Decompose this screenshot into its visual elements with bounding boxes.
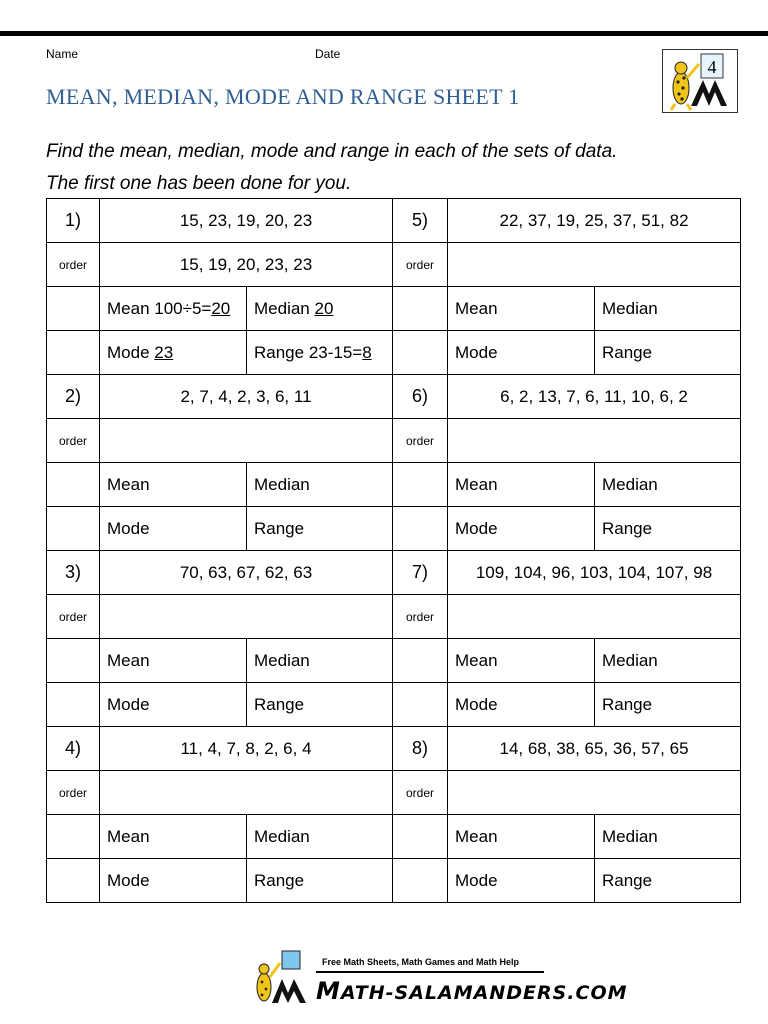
range-cell[interactable] xyxy=(247,331,393,375)
brand-initial: M xyxy=(316,977,341,1005)
order-label: order xyxy=(393,595,448,639)
problem-number: 5) xyxy=(393,199,448,243)
problem-data: 2, 7, 4, 2, 3, 6, 11 xyxy=(100,375,393,419)
blank-cell xyxy=(47,859,100,903)
problem-number: 8) xyxy=(393,727,448,771)
range-cell[interactable]: Range xyxy=(595,859,741,903)
blank-cell xyxy=(47,331,100,375)
mean-label: Mean 100÷5= xyxy=(107,298,212,318)
table-row xyxy=(47,639,741,683)
blank-cell xyxy=(393,463,448,507)
mode-cell[interactable]: Mode xyxy=(100,683,247,727)
name-label: Name xyxy=(46,47,79,61)
table-row xyxy=(47,463,741,507)
table-row xyxy=(47,287,741,331)
worksheet-table xyxy=(46,198,741,903)
problem-data: 70, 63, 67, 62, 63 xyxy=(100,551,393,595)
median-cell[interactable]: Median xyxy=(247,639,393,683)
problem-data: 22, 37, 19, 25, 37, 51, 82 xyxy=(448,199,741,243)
page-title: MEAN, MEDIAN, MODE AND RANGE SHEET 1 xyxy=(46,84,520,109)
mean-answer: 20 xyxy=(211,298,231,318)
order-answer[interactable] xyxy=(100,595,393,639)
order-label: order xyxy=(47,771,100,815)
mode-label: Mode xyxy=(107,342,155,362)
footer-brand[interactable] xyxy=(250,949,628,1009)
table-row xyxy=(47,551,741,595)
blank-cell xyxy=(393,287,448,331)
order-answer[interactable]: 15, 19, 20, 23, 23 xyxy=(100,243,393,287)
table-row xyxy=(47,595,741,639)
median-answer: 20 xyxy=(314,298,334,318)
range-cell[interactable]: Range xyxy=(247,507,393,551)
blank-cell xyxy=(47,639,100,683)
instruction-line-1: Find the mean, median, mode and range in each of the sets of data. xyxy=(46,141,618,162)
range-cell[interactable]: Range xyxy=(595,331,741,375)
order-answer[interactable] xyxy=(100,771,393,815)
median-cell[interactable]: Median xyxy=(595,287,741,331)
range-label: Range 23-15= xyxy=(254,342,363,362)
order-answer[interactable] xyxy=(448,595,741,639)
mean-cell[interactable]: Mean xyxy=(448,287,595,331)
median-cell[interactable]: Median xyxy=(247,463,393,507)
instructions xyxy=(46,136,617,200)
table-row xyxy=(47,683,741,727)
order-label: order xyxy=(393,243,448,287)
blank-cell xyxy=(393,859,448,903)
footer-brand-name xyxy=(316,977,628,1005)
blank-cell xyxy=(47,507,100,551)
median-cell[interactable]: Median xyxy=(595,815,741,859)
range-cell[interactable]: Range xyxy=(595,683,741,727)
brand-rest: ATH-SALAMANDERS.COM xyxy=(340,982,628,1004)
order-answer[interactable] xyxy=(448,419,741,463)
table-row xyxy=(47,331,741,375)
mean-cell[interactable]: Mean xyxy=(100,463,247,507)
mode-cell[interactable] xyxy=(100,331,247,375)
problem-data: 109, 104, 96, 103, 104, 107, 98 xyxy=(448,551,741,595)
problem-data: 14, 68, 38, 65, 36, 57, 65 xyxy=(448,727,741,771)
blank-cell xyxy=(47,683,100,727)
footer-rule xyxy=(316,971,544,973)
order-label: order xyxy=(47,595,100,639)
salamander-logo-icon xyxy=(663,50,737,112)
problem-number: 3) xyxy=(47,551,100,595)
range-cell[interactable]: Range xyxy=(247,859,393,903)
table-row xyxy=(47,815,741,859)
table-row xyxy=(47,859,741,903)
order-label: order xyxy=(47,243,100,287)
problem-number: 4) xyxy=(47,727,100,771)
mean-cell[interactable]: Mean xyxy=(100,815,247,859)
blank-cell xyxy=(393,639,448,683)
table-row xyxy=(47,419,741,463)
problem-number: 1) xyxy=(47,199,100,243)
problem-data: 11, 4, 7, 8, 2, 6, 4 xyxy=(100,727,393,771)
blank-cell xyxy=(47,815,100,859)
mode-cell[interactable]: Mode xyxy=(448,331,595,375)
blank-cell xyxy=(393,683,448,727)
mode-cell[interactable]: Mode xyxy=(448,683,595,727)
blank-cell xyxy=(393,815,448,859)
mean-cell[interactable]: Mean xyxy=(448,815,595,859)
table-row xyxy=(47,199,741,243)
problem-number: 6) xyxy=(393,375,448,419)
order-answer[interactable] xyxy=(100,419,393,463)
mean-cell[interactable]: Mean xyxy=(448,463,595,507)
table-row xyxy=(47,771,741,815)
mode-cell[interactable]: Mode xyxy=(448,859,595,903)
table-row xyxy=(47,243,741,287)
order-answer[interactable] xyxy=(448,771,741,815)
order-answer[interactable] xyxy=(448,243,741,287)
logo-number: 4 xyxy=(707,57,717,77)
mean-cell[interactable]: Mean xyxy=(448,639,595,683)
problem-data: 6, 2, 13, 7, 6, 11, 10, 6, 2 xyxy=(448,375,741,419)
blank-cell xyxy=(47,287,100,331)
salamander-logo xyxy=(662,49,738,113)
median-cell[interactable] xyxy=(247,287,393,331)
mean-cell[interactable]: Mean xyxy=(100,639,247,683)
footer-tagline: Free Math Sheets, Math Games and Math Help xyxy=(322,957,520,967)
order-label: order xyxy=(393,771,448,815)
blank-cell xyxy=(393,331,448,375)
mode-cell[interactable]: Mode xyxy=(100,507,247,551)
mean-cell[interactable] xyxy=(100,287,247,331)
blank-cell xyxy=(47,463,100,507)
salamander-mini-icon xyxy=(250,949,312,1005)
mode-cell[interactable]: Mode xyxy=(448,507,595,551)
order-label: order xyxy=(47,419,100,463)
range-cell[interactable]: Range xyxy=(595,507,741,551)
table-row xyxy=(47,507,741,551)
top-rule xyxy=(0,31,768,36)
problem-number: 7) xyxy=(393,551,448,595)
median-cell[interactable]: Median xyxy=(595,639,741,683)
median-cell[interactable]: Median xyxy=(247,815,393,859)
median-label: Median xyxy=(254,298,315,318)
range-cell[interactable]: Range xyxy=(247,683,393,727)
blank-cell xyxy=(393,507,448,551)
range-answer: 8 xyxy=(362,342,372,362)
date-label: Date xyxy=(315,47,341,61)
median-cell[interactable]: Median xyxy=(595,463,741,507)
table-row xyxy=(47,727,741,771)
instruction-line-2: The first one has been done for you. xyxy=(46,173,352,194)
table-row xyxy=(47,375,741,419)
problem-data: 15, 23, 19, 20, 23 xyxy=(100,199,393,243)
order-label: order xyxy=(393,419,448,463)
mode-cell[interactable]: Mode xyxy=(100,859,247,903)
mode-answer: 23 xyxy=(154,342,174,362)
problem-number: 2) xyxy=(47,375,100,419)
